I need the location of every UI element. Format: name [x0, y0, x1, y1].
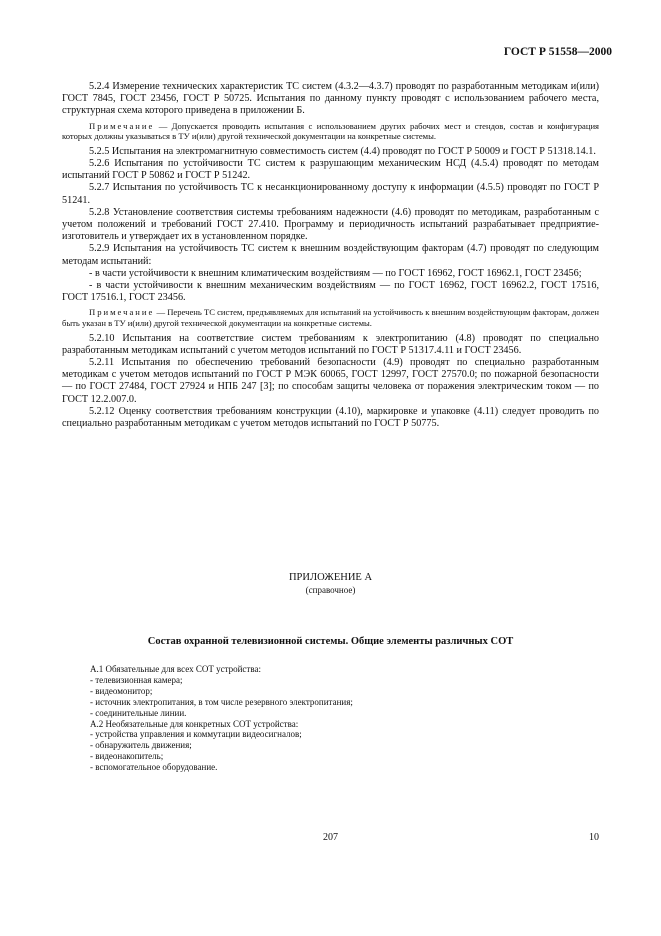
paragraph-5-2-4: 5.2.4 Измерение технических характеристик ТС систем (4.3.2—4.3.7) проводят по разработанным методикам и(или) ГОСТ 7845, ГОСТ 23456, ГОСТ Р 50725. Испытания по данному пункту проводят с использованием рабочего места, структурная схема которого приведена в приложении Б. — [62, 81, 599, 117]
paragraph-5-2-12: 5.2.12 Оценку соответствия требованиям конструкции (4.10), маркировке и упаковке (4.11) следует проводить по специально разработанным методикам с учетом методов испытаний по ГОСТ Р 50775. — [62, 405, 599, 430]
paragraph-5-2-11: 5.2.11 Испытания по обеспечению требований безопасности (4.9) проводят по специально разработанным методикам с учетом методов испытаний по ГОСТ Р МЭК 60065, ГОСТ 12997, ГОСТ 27570.0; по пожарной безопасности — по ГОСТ 27484, ГОСТ 27924 и НПБ 247 [3]; по способам защиты человека от поражения электрическим током — по ГОСТ 12.2.007.0. — [62, 357, 599, 405]
paragraph-5-2-9: 5.2.9 Испытания на устойчивость ТС систем к внешним воздействующим факторам (4.7) проводят по следующим методам испытаний: — [62, 243, 599, 267]
list-item: - источник электропитания, в том числе резервного электропитания; — [90, 696, 353, 707]
list-item: - видеонакопитель; — [90, 751, 164, 762]
page-number-right: 10 — [589, 832, 599, 843]
paragraph-5-2-8: 5.2.8 Установление соответствия системы требованиям надежности (4.6) проводят по методикам, разработанным с учетом положений и требований ГОСТ 27.410. Программу и периодичность испытаний разрабатывает предприятие-изготовитель и утверждает их в установленном порядке. — [62, 206, 599, 243]
appendix-subtitle: (справочное) — [305, 585, 356, 595]
paragraph-5-2-10: 5.2.10 Испытания на соответствие систем требованиям к электропитанию (4.8) проводят по специально разработанным методикам испытаний с учетом методов испытаний по ГОСТ Р 51317.4.11 и ГОСТ 23456. — [62, 332, 599, 356]
list-item: - видеомонитор; — [90, 685, 153, 696]
note-label: Примечание — [89, 307, 155, 318]
list-item: - обнаружитель движения; — [90, 740, 192, 751]
note-text: — Допускается проводить испытания с использованием других рабочих мест и стендов, состав и конфигурация которых должны указываться в ТУ и(или) другой технической документации на конкретные системы. — [62, 120, 599, 142]
appendix-title: ПРИЛОЖЕНИЕ А — [288, 572, 373, 583]
page-number-center: 207 — [323, 832, 338, 843]
paragraph-5-2-7: 5.2.7 Испытания по устойчивость ТС к несанкционированному доступу к информации (4.5.5) проводят по ГОСТ Р 51241. — [62, 182, 599, 206]
list-item: А.1 Обязательные для всех СОТ устройства: — [90, 664, 261, 674]
list-item: - устройства управления и коммутации видеосигналов; — [90, 729, 302, 740]
note-text: — Перечень ТС систем, предъявляемых для испытаний на устойчивость к внешним воздействующим факторам, должен быть указан в ТУ и(или) другой технической документации на конкретные системы. — [62, 307, 599, 329]
list-item: - в части устойчивости к внешним климатическим воздействиям — по ГОСТ 16962, ГОСТ 16962.1, ГОСТ 23456; — [89, 267, 582, 279]
paragraph-5-2-5: 5.2.5 Испытания на электромагнитную совместимость систем (4.4) проводят по ГОСТ Р 50009 и ГОСТ Р 51318.14.1. — [89, 145, 596, 157]
appendix-list — [90, 664, 610, 773]
list-item: - в части устойчивости к внешним механическим воздействиям — по ГОСТ 16962, ГОСТ 16962.2, ГОСТ 17516, ГОСТ 17516.1, ГОСТ 23456. — [62, 280, 599, 304]
list-item: - вспомогательное оборудование. — [90, 762, 218, 773]
list-item: - телевизионная камера; — [90, 674, 183, 685]
note-2 — [62, 307, 599, 328]
document-header: ГОСТ Р 51558—2000 — [503, 46, 612, 58]
list-item: А.2 Необязательные для конкретных СОТ устройства: — [90, 718, 299, 729]
note-1 — [62, 121, 599, 142]
section-5-2-body — [62, 81, 599, 430]
appendix-heading: Состав охранной телевизионной системы. Общие элементы различных СОТ — [147, 636, 514, 647]
list-item: - соединительные линии. — [90, 707, 187, 718]
paragraph-5-2-6: 5.2.6 Испытания по устойчивости ТС систем к разрушающим механическим НСД (4.5.4) проводят по методам испытаний ГОСТ Р 50862 и ГОСТ Р 51242. — [62, 158, 599, 182]
note-label: Примечание — [89, 120, 155, 131]
